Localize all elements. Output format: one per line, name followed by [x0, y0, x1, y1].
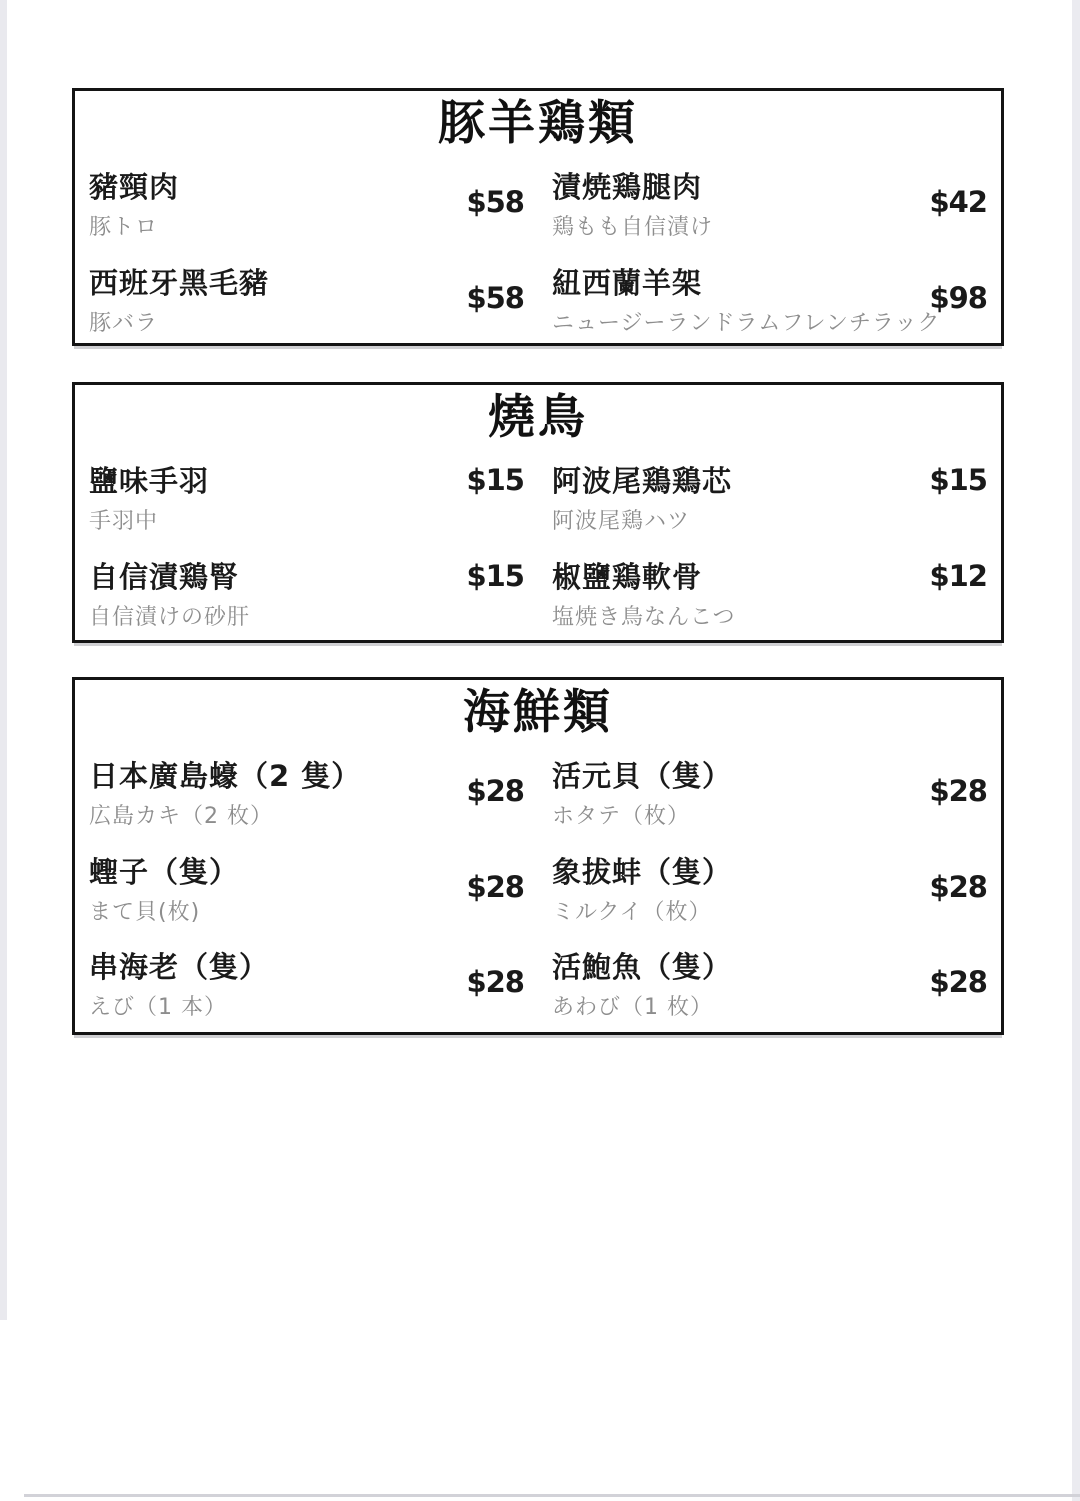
scan-edge-bottom: [24, 1494, 1080, 1497]
item-name-price-row: [89, 558, 524, 594]
item-subtitle: 手羽中: [89, 509, 159, 535]
item-name: 紐西蘭羊架: [552, 265, 703, 300]
item-price: $42: [929, 185, 987, 220]
item-price: $28: [929, 965, 987, 1000]
item-subtitle: 鶏もも自信漬け: [552, 215, 714, 241]
item-subtitle: ホタテ（枚）: [552, 804, 691, 830]
item-price: $58: [466, 185, 524, 220]
section-title: 海鮮類: [463, 685, 613, 740]
scan-edge-right: [1072, 0, 1080, 1501]
menu-section: [72, 677, 1004, 1035]
item-name-price-row: [552, 170, 987, 220]
item-name: 椒鹽鶏軟骨: [552, 559, 703, 594]
menu-item: [89, 171, 524, 241]
menu-item: [552, 171, 987, 241]
column-left: [89, 465, 524, 656]
item-name: 活元貝（隻）: [552, 759, 733, 794]
menu-section: [72, 382, 1004, 643]
item-subtitle: 豚バラ: [89, 310, 159, 336]
item-name-price-row: [89, 759, 524, 809]
item-name: 西班牙黑毛豬: [89, 265, 270, 300]
column-right: [552, 760, 987, 1047]
item-subtitle: ミルクイ（枚）: [552, 899, 712, 925]
item-name-price-row: [552, 854, 987, 904]
item-price: $28: [929, 774, 987, 809]
column-right: [552, 171, 987, 362]
section-columns: [89, 171, 987, 362]
item-name-price-row: [552, 265, 987, 315]
item-price: $28: [466, 774, 524, 809]
item-name: 阿波尾鶏鶏芯: [552, 464, 733, 499]
section-columns: [89, 760, 987, 1047]
item-subtitle: えび（1 本）: [89, 995, 227, 1021]
menu-item: [552, 558, 987, 631]
item-name-price-row: [552, 950, 987, 1000]
column-left: [89, 760, 524, 1047]
item-price: $28: [466, 965, 524, 1000]
item-subtitle: 自信漬けの砂肝: [89, 604, 251, 630]
item-subtitle: 広島カキ（2 枚）: [89, 804, 273, 830]
section-columns: [89, 465, 987, 656]
item-price: $15: [929, 463, 987, 498]
item-subtitle: ニュージーランドラムフレンチラック: [552, 310, 941, 336]
menu-item: [89, 760, 524, 830]
item-subtitle: 塩焼き鳥なんこつ: [552, 604, 736, 630]
item-name-price-row: [89, 950, 524, 1000]
item-name-price-row: [89, 265, 524, 315]
item-subtitle: まて貝(枚): [89, 899, 201, 925]
item-subtitle: 阿波尾鶏ハツ: [552, 509, 691, 535]
item-name-price-row: [89, 170, 524, 220]
item-name: 活鮑魚（隻）: [552, 950, 733, 985]
menu-item: [89, 465, 524, 535]
item-name-price-row: [552, 465, 987, 498]
menu-item: [552, 856, 987, 926]
section-title: 豚羊鶏類: [438, 96, 638, 151]
item-name: 鹽味手羽: [89, 464, 210, 499]
menu-section: [72, 88, 1004, 346]
item-price: $58: [466, 280, 524, 315]
item-name: 自信漬鶏腎: [89, 559, 240, 594]
menu-item: [89, 558, 524, 631]
menu-item: [552, 760, 987, 830]
item-subtitle: あわび（1 枚）: [552, 995, 713, 1021]
menu-item: [89, 951, 524, 1021]
item-price: $12: [929, 558, 987, 593]
item-name-price-row: [89, 465, 524, 498]
column-left: [89, 171, 524, 362]
item-name: 漬焼鶏腿肉: [552, 170, 703, 205]
menu-item: [89, 267, 524, 337]
menu-item: [552, 465, 987, 535]
item-name-price-row: [89, 854, 524, 904]
menu-item: [552, 951, 987, 1021]
menu-item: [89, 856, 524, 926]
item-name-price-row: [552, 759, 987, 809]
item-price: $15: [466, 463, 524, 498]
item-price: $15: [466, 558, 524, 593]
item-name: 象拔蚌（隻）: [552, 854, 733, 889]
section-title: 燒鳥: [488, 390, 588, 445]
item-name: 日本廣島蠔（2 隻）: [89, 759, 362, 794]
item-name-price-row: [552, 558, 987, 594]
column-right: [552, 465, 987, 656]
item-price: $28: [929, 869, 987, 904]
item-name: 蟶子（隻）: [89, 854, 240, 889]
item-price: $28: [466, 869, 524, 904]
item-name: 豬頸肉: [89, 170, 180, 205]
item-subtitle: 豚トロ: [89, 215, 159, 241]
menu-item: [552, 267, 987, 337]
scan-edge-left: [0, 0, 7, 1320]
item-name: 串海老（隻）: [89, 950, 270, 985]
item-price: $98: [929, 280, 987, 315]
